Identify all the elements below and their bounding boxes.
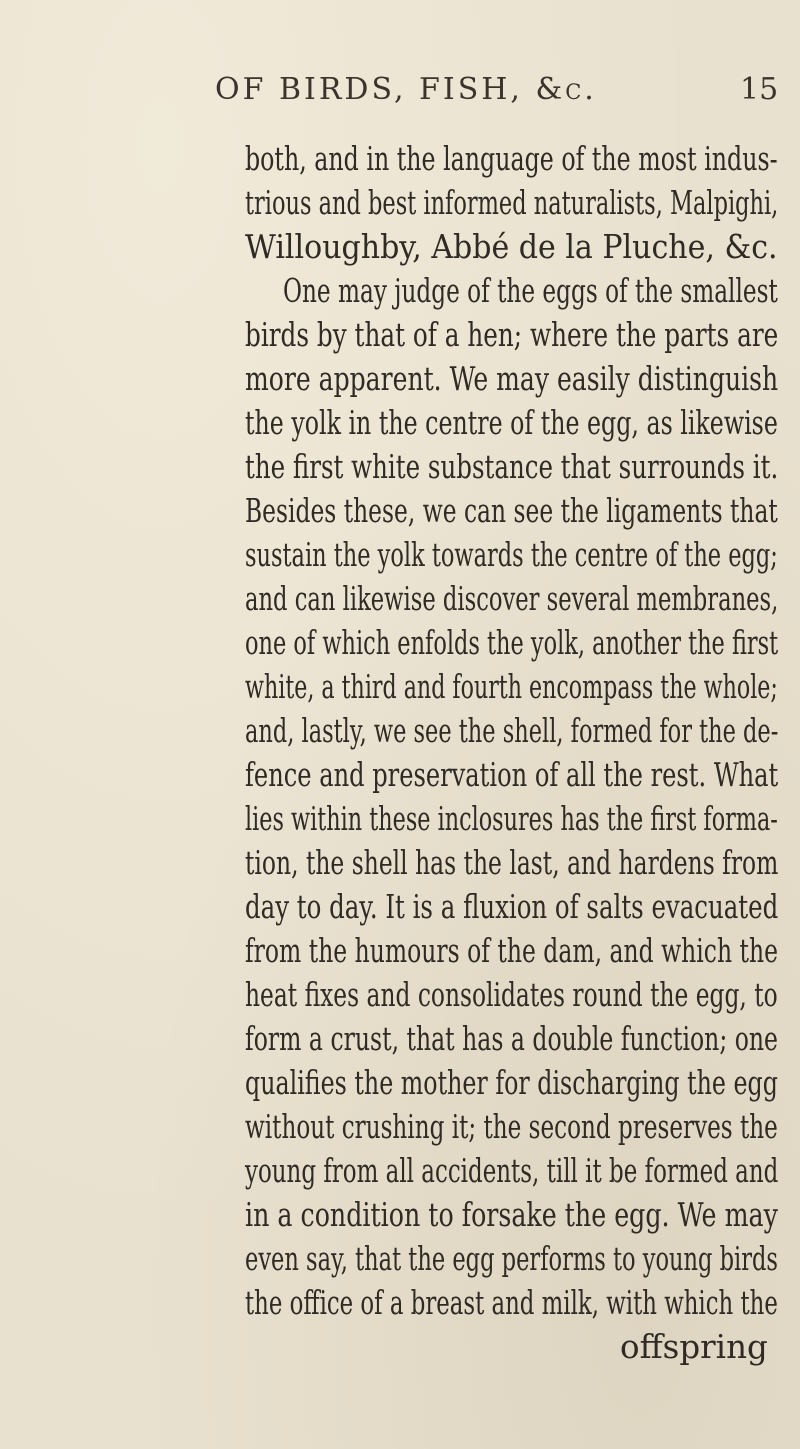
- text-line: young from all accidents, till it be formed and: [245, 1152, 779, 1190]
- running-head: [0, 72, 800, 116]
- text-line: heat fixes and consolidates round the egg, to: [245, 976, 778, 1014]
- text-line: even say, that the egg performs to young birds: [245, 1240, 778, 1278]
- text-line: fence and preservation of all the rest. What: [245, 756, 779, 794]
- text-line: lies within these inclosures has the first forma-: [245, 800, 778, 838]
- text-line: Willoughby, Abbé de la Pluche, &c.: [245, 228, 778, 266]
- text-line: both, and in the language of the most indus-: [245, 140, 778, 178]
- text-line: the yolk in the centre of the egg, as likewise: [245, 404, 778, 442]
- text-line: white, a third and fourth encompass the whole;: [245, 668, 778, 706]
- text-line: One may judge of the eggs of the smallest: [283, 272, 778, 310]
- text-line: the first white substance that surrounds it.: [245, 448, 779, 486]
- text-line: Besides these, we can see the ligaments that: [245, 492, 778, 530]
- text-line: sustain the yolk towards the centre of the egg;: [245, 536, 778, 574]
- text-line: in a condition to forsake the egg. We may: [245, 1196, 778, 1234]
- text-line: more apparent. We may easily distinguish: [245, 360, 779, 398]
- text-line: from the humours of the dam, and which the: [245, 932, 778, 970]
- page-number: 15: [740, 72, 779, 107]
- text-line: and can likewise discover several membranes,: [245, 580, 779, 618]
- catchword: offspring: [620, 1328, 768, 1366]
- text-line: tion, the shell has the last, and hardens from: [245, 844, 779, 882]
- text-line: one of which enfolds the yolk, another the first: [245, 624, 779, 662]
- text-line: qualifies the mother for discharging the egg: [245, 1064, 778, 1102]
- text-line: the office of a breast and milk, with which the: [245, 1284, 778, 1322]
- text-line: and, lastly, we see the shell, formed for the de-: [245, 712, 779, 750]
- text-line: birds by that of a hen; where the parts are: [245, 316, 779, 354]
- text-line: form a crust, that has a double function; one: [245, 1020, 778, 1058]
- text-line: trious and best informed naturalists, Malpighi,: [245, 184, 779, 222]
- running-title: OF BIRDS, FISH, &c.: [215, 72, 597, 107]
- text-line: day to day. It is a fluxion of salts evacuated: [245, 888, 779, 926]
- text-line: without crushing it; the second preserves the: [245, 1108, 778, 1146]
